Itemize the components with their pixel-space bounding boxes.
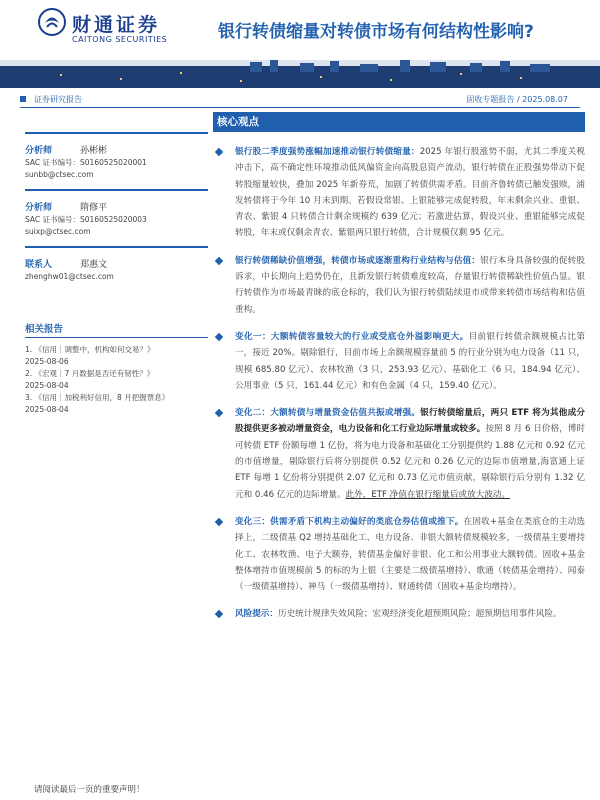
section-lead: 风险提示： [235, 609, 278, 620]
related-reports [25, 321, 208, 416]
brand-logo [38, 8, 188, 48]
section-bold: 银行转债缩量后，两只 ETF 将为其他成分股提供更多被动增量资金，电力设备和化工行业边际增量或较多。 [235, 408, 585, 435]
core-section [213, 405, 585, 503]
report-title: 银行转债缩量对转债市场有何结构性影响? [218, 22, 534, 42]
report-info-bar [20, 94, 580, 108]
related-reports-title: 相关报告 [25, 321, 208, 338]
report-header [0, 0, 600, 60]
section-lead: 变化三：供需矛盾下机构主动偏好的类底仓券估值或推下。 [235, 516, 464, 527]
section-body: 2025 年银行股涨势不弱，尤其二季度关税冲击下，高不确定性环境推动低风偏资金向高股息资产流动，银行转债在正股强势带动下促转股缩量较快，叠加 2025 年新券荒，加剧了转债供需矛盾。目前齐鲁转债已触发强赎，浦发转债将于今年 10 月末到期。若假设常银、上银能够完成促转股，年末剩余兴业、重银、青农、紫银 4 只转债合计剩余规模约 639 亿元；若激进估算，假设兴业、重银能够完成促转股，年末或仅剩余青农、紫银两只银行转债，合计规模仅剩 95 亿元。 [235, 147, 585, 239]
brand-name-en: CAITONG SECURITIES [72, 35, 168, 44]
analyst-name: 孙彬彬 [80, 146, 108, 156]
diamond-bullet-icon [215, 518, 223, 526]
related-report-date: 2025-08-04 [25, 405, 69, 414]
section-lead: 银行股二季度强势涨幅加速推动银行转债缩量： [235, 147, 420, 157]
contact-name: 郑惠文 [80, 260, 108, 270]
core-section [213, 144, 585, 242]
core-views-heading: 核心观点 [213, 112, 585, 132]
analyst-sac: SAC 证书编号：S0160525020003 [25, 215, 147, 224]
section-body: 按照 8 月 6 日价格，博时可转债 ETF 份额每增 1 亿份，将为电力设备和基础化工分别提供约 1.88 亿元和 0.92 亿元的市值增量，剔除银行后将分别提供 0.52 亿元和 0.26 亿元的边际市值增量,海富通上证 ETF 每增 1 亿份将分别提供 2.07 亿元和 0.73 亿元市值贡献，剔除银行后分别有 1.32 亿元和 0.46 亿元的边际增量。 [235, 424, 585, 500]
analyst-card [25, 132, 208, 181]
diamond-bullet-icon [215, 148, 223, 156]
diamond-bullet-icon [215, 333, 223, 341]
contact-role: 联系人 [25, 260, 53, 270]
square-bullet-icon [20, 96, 26, 102]
related-report-date: 2025-08-04 [25, 381, 69, 390]
related-report-link[interactable]: 3. 《信用｜加税利好信用，8 月把握票息》 [25, 393, 170, 402]
city-banner [0, 60, 600, 88]
core-section [213, 329, 585, 394]
related-report-link[interactable]: 1. 《信用｜调整中，机构如何交易？》 [25, 345, 155, 354]
report-category-date: 固收专题报告 / 2025.08.07 [466, 95, 568, 104]
analyst-name: 隋修平 [80, 203, 108, 213]
divider [20, 107, 580, 108]
section-body: 银行本身具备较强的促转股诉求，中长期向上趋势仍在，且新发银行转债难度较高，存量银行转债稀缺性价值凸显。银行转债作为市场最青睐的底仓标的，我们认为银行转债陆续退市或带来转债市场结构和估值重构。 [235, 255, 585, 315]
disclaimer-note: 请阅读最后一页的重要声明！ [34, 785, 145, 795]
core-views [213, 112, 585, 623]
analyst-role: 分析师 [25, 146, 53, 156]
diamond-bullet-icon [215, 610, 223, 618]
section-lead: 变化二：大额转债与增量资金估值共振或增强。 [235, 408, 421, 419]
analyst-email[interactable]: suixp@ctsec.com [25, 227, 91, 236]
diamond-bullet-icon [215, 257, 223, 265]
section-lead: 变化一：大额转债容量较大的行业或受底仓外溢影响更大。 [235, 331, 469, 342]
core-section [213, 514, 585, 595]
brand-logo-icon [38, 8, 66, 36]
analyst-card [25, 189, 208, 238]
analyst-role: 分析师 [25, 203, 53, 213]
analyst-sac: SAC 证书编号：S0160525020001 [25, 158, 147, 167]
sidebar [25, 112, 208, 416]
section-body: 在固收+基金在类底仓的主动选择上，二级债基 Q2 增持基础化工、电力设备、非银大额转债规模较多，一级债基主要增持化工、农林牧渔、电子大额券，转债基金偏好非银、化工和公用事业大额转债。固收+基金整体增持市值规模前 5 的标的为上银（主要是二级债基增持）、歌通（转债基金增持）、闻泰（一级债基增持）、神马（一级债基增持）、财通转债（固收+基金均增持）。 [235, 516, 585, 593]
related-report-link[interactable]: 2. 《宏观｜7 月数据是否还有韧性？》 [25, 369, 155, 378]
contact-card [25, 246, 208, 283]
core-section [213, 606, 585, 622]
diamond-bullet-icon [215, 409, 223, 417]
section-lead: 银行转债稀缺价值增强，转债市场或逐渐重构行业结构与估值： [235, 255, 481, 266]
section-body: 目前银行转债余额规模占比第一，接近 20%。剔除银行，目前市场上余额规模容量前 5 的行业分别为电力设备（11 只，规模 685.80 亿元）、农林牧渔（3 只，253.93 亿元）、基础化工（6 只，184.94 亿元）、公用事业（5 只，161.44 亿元）和有色金属（4 只，159.40 亿元）。 [235, 331, 585, 391]
report-type-label: 证券研究报告 [34, 95, 82, 104]
analyst-email[interactable]: sunbb@ctsec.com [25, 170, 94, 179]
related-report-date: 2025-08-06 [25, 357, 69, 366]
brand-name-cn: 财通证券 [72, 14, 161, 36]
section-body: 历史统计规律失效风险；宏观经济变化超预期风险；超预期信用事件风险。 [277, 609, 562, 620]
core-section [213, 253, 585, 318]
contact-email[interactable]: zhenghw01@ctsec.com [25, 272, 114, 281]
skyline-graphic [0, 60, 600, 88]
section-tail: 此外，ETF 净值在银行缩量后或放大波动。 [345, 489, 510, 500]
